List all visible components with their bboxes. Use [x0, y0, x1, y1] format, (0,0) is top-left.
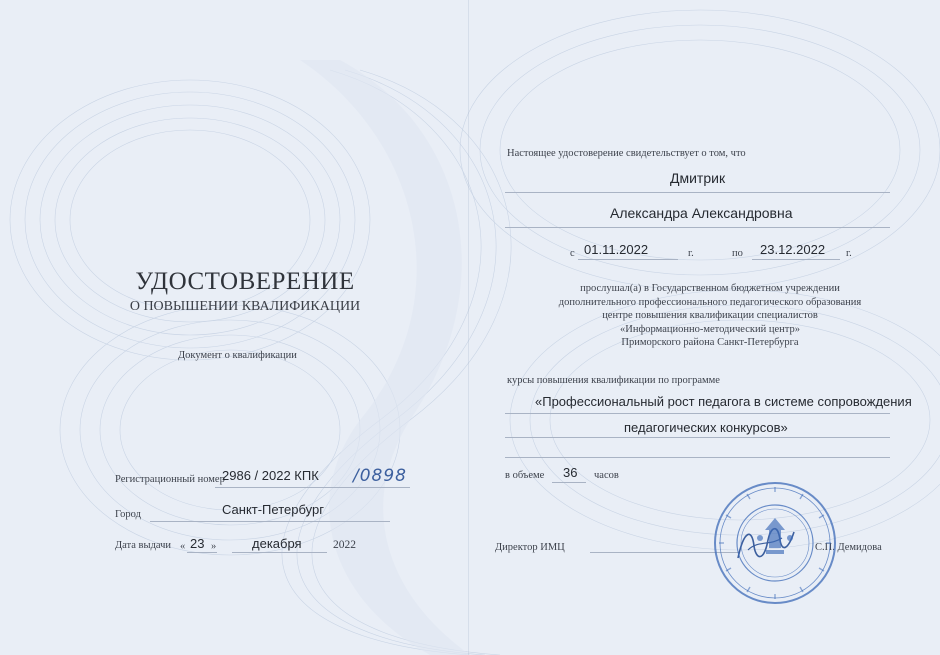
certificate-subtitle: О ПОВЫШЕНИИ КВАЛИФИКАЦИИ: [129, 299, 361, 314]
certificate-title: УДОСТОВЕРЕНИЕ: [135, 268, 355, 295]
reg-number-handwritten: /0898: [353, 466, 407, 486]
volume-label: в объеме: [505, 470, 545, 481]
period-from-date: 01.11.2022: [584, 242, 649, 257]
issue-date-open-quote: «: [180, 541, 186, 552]
institution-line: прослушал(а) в Государственном бюджетном учреждении: [580, 283, 840, 294]
program-extra-underline: [505, 457, 890, 458]
center-fold: [468, 0, 469, 655]
document-type: Документ о квалификации: [178, 350, 297, 361]
institution-block: [505, 282, 915, 350]
director-label: Директор ИМЦ: [495, 542, 565, 553]
issue-date-month: декабря: [252, 536, 302, 551]
volume-hours: 36: [563, 465, 578, 480]
recipient-surname: Дмитрик: [670, 170, 726, 186]
issue-date-year: 2022: [333, 539, 356, 551]
period-year-suffix-2: г.: [846, 248, 852, 259]
official-stamp: [710, 478, 840, 608]
program-title-line2: педагогических конкурсов»: [624, 420, 788, 435]
to-date-underline: [752, 259, 840, 260]
issue-date-day: 23: [190, 536, 205, 551]
reg-number-label: Регистрационный номер: [115, 474, 225, 485]
program-line1-underline: [505, 413, 890, 414]
institution-line: Приморского района Санкт-Петербурга: [621, 337, 799, 348]
program-title-line1: «Профессиональный рост педагога в системе сопровождения: [535, 394, 912, 409]
period-from-label: с: [570, 248, 575, 259]
issue-month-underline: [232, 552, 327, 553]
institution-line: дополнительного профессионального педагогического образования: [558, 296, 862, 308]
recipient-name: Александра Александровна: [610, 205, 793, 221]
city-label: Город: [115, 509, 141, 520]
city-underline: [150, 521, 390, 522]
institution-line: «Информационно-методический центр»: [620, 323, 800, 335]
name-underline: [505, 227, 890, 228]
issue-date-label: Дата выдачи: [115, 540, 172, 551]
period-year-suffix-1: г.: [688, 248, 694, 259]
from-date-underline: [578, 259, 678, 260]
institution-line: центре повышения квалификации специалистов: [602, 310, 818, 321]
volume-unit: часов: [594, 470, 619, 481]
issue-day-underline: [187, 552, 217, 553]
period-to-date: 23.12.2022: [760, 242, 826, 257]
reg-number-underline: [215, 487, 410, 488]
volume-underline: [552, 482, 586, 483]
period-to-label: по: [732, 248, 743, 259]
surname-underline: [505, 192, 890, 193]
issue-date-close-quote: »: [211, 541, 217, 552]
program-line2-underline: [505, 437, 890, 438]
city-value: Санкт-Петербург: [222, 502, 324, 517]
director-name: С.П. Демидова: [815, 542, 882, 553]
program-label: курсы повышения квалификации по программе: [507, 375, 720, 386]
certifies-intro: Настоящее удостоверение свидетельствует о том, что: [507, 148, 746, 159]
reg-number-value: 2986 / 2022 КПК: [222, 468, 319, 483]
